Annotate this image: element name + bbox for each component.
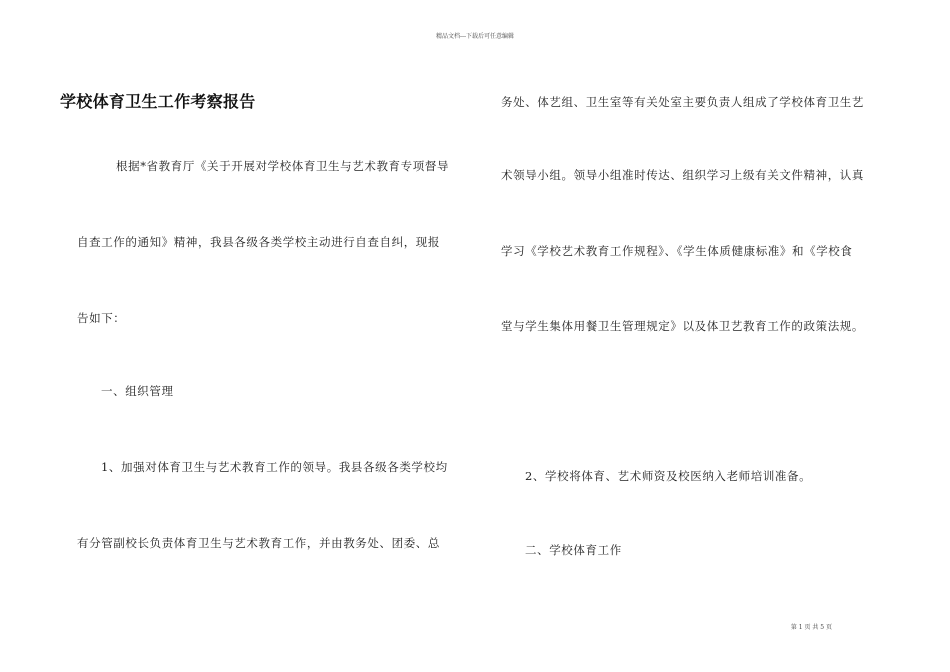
paragraph-line: 学习《学校艺术教育工作规程》、《学生体质健康标准》和《学校食 (501, 244, 853, 258)
page-header: 精品文档---下载后可任意编辑 (435, 33, 515, 40)
paragraph-line: 术领导小组。领导小组准时传达、组织学习上级有关文件精神，认真 (501, 168, 864, 182)
paragraph-line: 根据*省教育厅《关于开展对学校体育卫生与艺术教育专项督导 (116, 159, 450, 173)
paragraph-line: 自查工作的通知》精神，我县各级各类学校主动进行自查自纠，现报 (77, 235, 440, 249)
document-title: 学校体育卫生工作考察报告 (60, 92, 256, 111)
page-number: 第 1 页 共 5 页 (790, 624, 832, 631)
paragraph-line: 务处、体艺组、卫生室等有关处室主要负责人组成了学校体育卫生艺 (501, 95, 864, 109)
paragraph-line: 1、加强对体育卫生与艺术教育工作的领导。我县各级各类学校均 (101, 460, 448, 474)
paragraph-line: 堂与学生集体用餐卫生管理规定》以及体卫艺教育工作的政策法规。 (501, 319, 864, 333)
section-heading: 一、组织管理 (101, 384, 174, 398)
paragraph-line: 告如下： (77, 311, 126, 325)
paragraph-line: 2、学校将体育、艺术师资及校医纳入老师培训准备。 (525, 469, 812, 483)
paragraph-line: 有分管副校长负责体育卫生与艺术教育工作，并由教务处、团委、总 (77, 536, 440, 550)
section-heading: 二、学校体育工作 (525, 543, 622, 557)
